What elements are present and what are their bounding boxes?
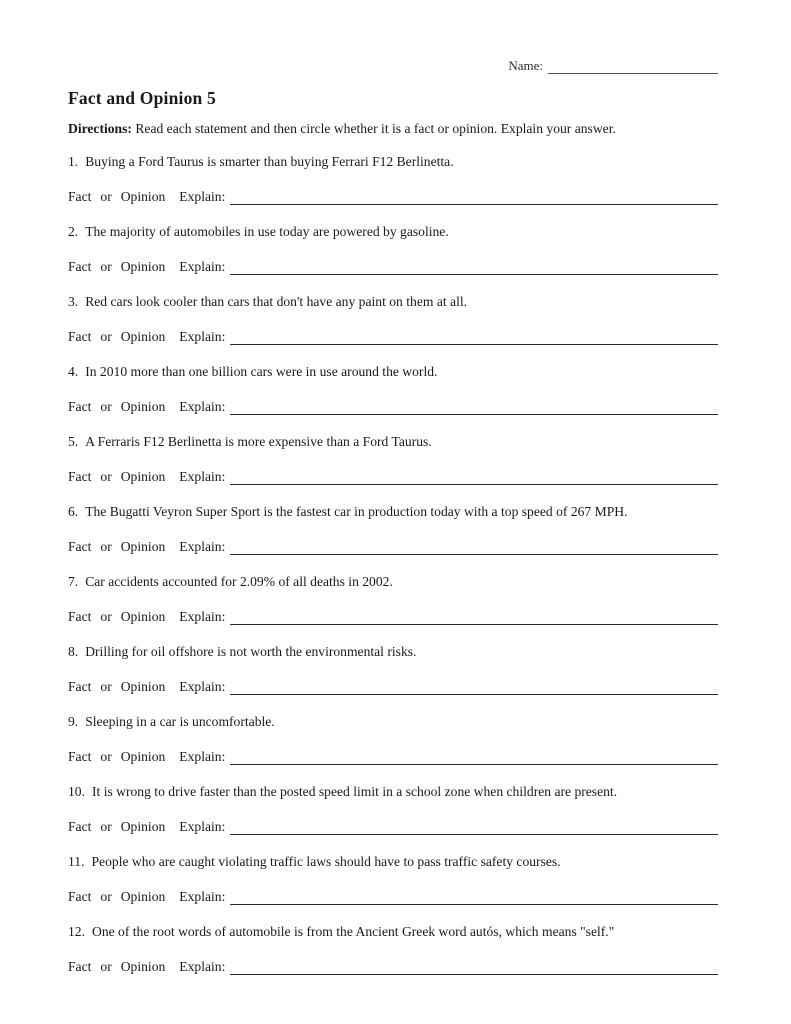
opinion-choice[interactable]: Opinion xyxy=(120,749,166,764)
explain-blank-line[interactable] xyxy=(230,541,718,555)
statement-text: Drilling for oil offshore is not worth the environmental risks. xyxy=(85,644,417,659)
explain-blank-line[interactable] xyxy=(230,821,718,835)
explain-label: Explain: xyxy=(179,189,226,204)
statement-text: People who are caught violating traffic laws should have to pass traffic safety courses. xyxy=(91,854,561,869)
opinion-choice[interactable]: Opinion xyxy=(120,609,166,624)
fact-choice[interactable]: Fact xyxy=(68,889,92,904)
statement-text: Sleeping in a car is uncomfortable. xyxy=(85,714,275,729)
answer-row-8 xyxy=(68,678,718,695)
statement-text: It is wrong to drive faster than the posted speed limit in a school zone when children are present. xyxy=(92,784,618,799)
fact-choice[interactable]: Fact xyxy=(68,609,92,624)
or-label: or xyxy=(100,259,112,274)
fact-choice[interactable]: Fact xyxy=(68,259,92,274)
fact-choice[interactable]: Fact xyxy=(68,819,92,834)
or-label: or xyxy=(100,679,112,694)
explain-blank-line[interactable] xyxy=(230,401,718,415)
statement-8 xyxy=(68,643,718,660)
statement-number: 6. xyxy=(68,504,79,519)
statement-4 xyxy=(68,363,718,380)
statement-number: 12. xyxy=(68,924,85,939)
statement-12 xyxy=(68,923,718,940)
statement-2 xyxy=(68,223,718,240)
statement-text: Car accidents accounted for 2.09% of all deaths in 2002. xyxy=(85,574,393,589)
or-label: or xyxy=(100,749,112,764)
explain-label: Explain: xyxy=(179,959,226,974)
opinion-choice[interactable]: Opinion xyxy=(120,469,166,484)
answer-row-9 xyxy=(68,748,718,765)
opinion-choice[interactable]: Opinion xyxy=(120,679,166,694)
statement-text: The Bugatti Veyron Super Sport is the fastest car in production today with a top speed of 267 MPH. xyxy=(85,504,628,519)
answer-row-10 xyxy=(68,818,718,835)
or-label: or xyxy=(100,189,112,204)
explain-blank-line[interactable] xyxy=(230,471,718,485)
explain-label: Explain: xyxy=(179,329,226,344)
statement-number: 3. xyxy=(68,294,79,309)
explain-label: Explain: xyxy=(179,819,226,834)
fact-choice[interactable]: Fact xyxy=(68,329,92,344)
or-label: or xyxy=(100,469,112,484)
answer-row-1 xyxy=(68,188,718,205)
opinion-choice[interactable]: Opinion xyxy=(120,189,166,204)
or-label: or xyxy=(100,959,112,974)
explain-label: Explain: xyxy=(179,679,226,694)
statement-11 xyxy=(68,853,718,870)
answer-row-6 xyxy=(68,538,718,555)
explain-label: Explain: xyxy=(179,539,226,554)
page-title: Fact and Opinion 5 xyxy=(68,88,217,108)
fact-choice[interactable]: Fact xyxy=(68,539,92,554)
answer-row-5 xyxy=(68,468,718,485)
fact-choice[interactable]: Fact xyxy=(68,469,92,484)
directions-text: Read each statement and then circle whether it is a fact or opinion. Explain your answer. xyxy=(135,121,616,136)
answer-row-4 xyxy=(68,398,718,415)
or-label: or xyxy=(100,889,112,904)
explain-label: Explain: xyxy=(179,609,226,624)
answer-row-3 xyxy=(68,328,718,345)
opinion-choice[interactable]: Opinion xyxy=(120,539,166,554)
statement-number: 8. xyxy=(68,644,79,659)
explain-label: Explain: xyxy=(179,889,226,904)
statement-text: Buying a Ford Taurus is smarter than buying Ferrari F12 Berlinetta. xyxy=(85,154,454,169)
explain-blank-line[interactable] xyxy=(230,891,718,905)
statement-number: 11. xyxy=(68,854,85,869)
directions-label: Directions: xyxy=(68,121,132,136)
opinion-choice[interactable]: Opinion xyxy=(120,889,166,904)
fact-choice[interactable]: Fact xyxy=(68,399,92,414)
statement-text: In 2010 more than one billion cars were in use around the world. xyxy=(85,364,438,379)
explain-blank-line[interactable] xyxy=(230,611,718,625)
explain-label: Explain: xyxy=(179,259,226,274)
fact-choice[interactable]: Fact xyxy=(68,749,92,764)
opinion-choice[interactable]: Opinion xyxy=(120,819,166,834)
statement-text: The majority of automobiles in use today are powered by gasoline. xyxy=(85,224,449,239)
statement-number: 1. xyxy=(68,154,79,169)
or-label: or xyxy=(100,399,112,414)
explain-blank-line[interactable] xyxy=(230,681,718,695)
answer-row-7 xyxy=(68,608,718,625)
statement-number: 2. xyxy=(68,224,79,239)
explain-blank-line[interactable] xyxy=(230,751,718,765)
explain-blank-line[interactable] xyxy=(230,331,718,345)
directions xyxy=(68,120,718,137)
or-label: or xyxy=(100,819,112,834)
name-row xyxy=(68,0,718,74)
statement-number: 9. xyxy=(68,714,79,729)
answer-row-2 xyxy=(68,258,718,275)
statement-7 xyxy=(68,573,718,590)
name-label: Name: xyxy=(508,58,543,73)
explain-label: Explain: xyxy=(179,399,226,414)
statement-list xyxy=(68,153,718,975)
fact-choice[interactable]: Fact xyxy=(68,679,92,694)
statement-number: 10. xyxy=(68,784,85,799)
name-blank-line[interactable] xyxy=(548,59,718,74)
statement-5 xyxy=(68,433,718,450)
fact-choice[interactable]: Fact xyxy=(68,959,92,974)
fact-choice[interactable]: Fact xyxy=(68,189,92,204)
explain-blank-line[interactable] xyxy=(230,261,718,275)
statement-text: Red cars look cooler than cars that don't have any paint on them at all. xyxy=(85,294,468,309)
explain-blank-line[interactable] xyxy=(230,191,718,205)
statement-text: One of the root words of automobile is from the Ancient Greek word autós, which means "self." xyxy=(92,924,615,939)
statement-number: 5. xyxy=(68,434,79,449)
opinion-choice[interactable]: Opinion xyxy=(120,399,166,414)
statement-3 xyxy=(68,293,718,310)
statement-10 xyxy=(68,783,718,800)
explain-label: Explain: xyxy=(179,469,226,484)
answer-row-11 xyxy=(68,888,718,905)
statement-number: 7. xyxy=(68,574,79,589)
or-label: or xyxy=(100,609,112,624)
explain-label: Explain: xyxy=(179,749,226,764)
opinion-choice[interactable]: Opinion xyxy=(120,259,166,274)
or-label: or xyxy=(100,329,112,344)
opinion-choice[interactable]: Opinion xyxy=(120,959,166,974)
or-label: or xyxy=(100,539,112,554)
statement-1 xyxy=(68,153,718,170)
answer-row-12 xyxy=(68,958,718,975)
statement-6 xyxy=(68,503,718,520)
explain-blank-line[interactable] xyxy=(230,961,718,975)
statement-number: 4. xyxy=(68,364,79,379)
statement-text: A Ferraris F12 Berlinetta is more expensive than a Ford Taurus. xyxy=(85,434,432,449)
opinion-choice[interactable]: Opinion xyxy=(120,329,166,344)
statement-9 xyxy=(68,713,718,730)
